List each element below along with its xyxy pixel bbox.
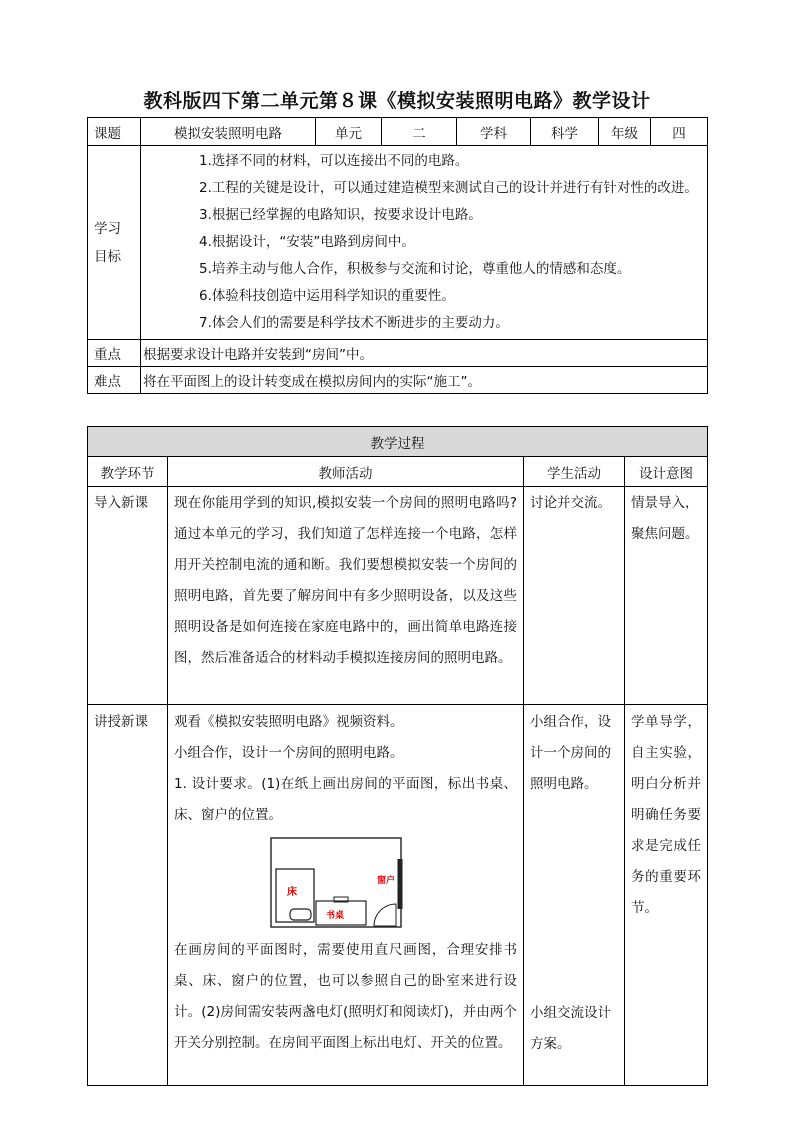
process-section-title: 教学过程 (88, 427, 708, 457)
unit-label: 单元 (316, 118, 382, 146)
goal-item: 7.体会人们的需要是科学技术不断进步的主要动力。 (199, 315, 509, 331)
goal-item: 1.选择不同的材料，可以连接出不同的电路。 (199, 153, 469, 169)
process-row-intro (88, 487, 708, 705)
subject-label: 学科 (457, 118, 531, 146)
room-floorplan (270, 837, 404, 929)
lecture-teacher-p4: 在画房间的平面图时，需要使用直尺画图，合理安排书桌、床、窗户的位置，也可以参照自己的卧室来进行设计。(2)房间需安装两盏电灯(照明灯和阅读灯)，并由两个开关分别控制。在房间平面图上标出电灯、开关的位置。 (174, 942, 517, 1051)
lecture-teacher-p2: 小组合作，设计一个房间的照明电路。 (174, 745, 404, 761)
info-row-difficulty (88, 367, 708, 394)
info-row-key (88, 340, 708, 367)
goals-label (88, 146, 141, 340)
grade-label: 年级 (599, 118, 651, 146)
pillow-outline (290, 909, 311, 920)
col-header-teacher: 教师活动 (168, 457, 524, 487)
unit-value: 二 (382, 118, 457, 146)
info-row-goals (88, 146, 708, 340)
lesson-value: 模拟安装照明电路 (141, 118, 316, 146)
goal-item: 4.根据设计，“安装”电路到房间中。 (199, 234, 415, 250)
difficulty-label: 难点 (88, 367, 141, 394)
door-swing (374, 904, 396, 926)
document-title: 教科版四下第二单元第８课《模拟安装照明电路》教学设计 (143, 90, 651, 112)
info-table (87, 117, 708, 394)
process-row-lecture (88, 705, 708, 1086)
desk-label: 书桌 (326, 911, 345, 921)
key-label: 重点 (88, 340, 141, 367)
lesson-label: 课题 (88, 118, 141, 146)
lecture-teacher (168, 705, 524, 1086)
lecture-student-a: 小组合作，设计一个房间的照明电路。 (530, 714, 611, 792)
lecture-student-b: 小组交流设计方案。 (530, 1005, 611, 1052)
process-section-row (88, 427, 708, 457)
goal-item: 5.培养主动与他人合作，积极参与交流和讨论，尊重他人的情感和态度。 (199, 261, 631, 277)
difficulty-value: 将在平面图上的设计转变成在模拟房间内的实际“施工”。 (141, 367, 708, 394)
lecture-teacher-p1: 观看《模拟安装照明电路》视频资料。 (174, 714, 404, 730)
goal-item: 6.体验科技创造中运用科学知识的重要性。 (199, 288, 455, 304)
lecture-student (524, 705, 625, 1086)
key-value: 根据要求设计电路并安装到“房间”中。 (141, 340, 708, 367)
intro-intent: 情景导入，聚焦问题。 (625, 487, 708, 705)
intro-student: 讨论并交流。 (524, 487, 625, 705)
process-table (87, 426, 708, 1086)
process-header-row (88, 457, 708, 487)
grade-value: 四 (651, 118, 708, 146)
col-header-student: 学生活动 (524, 457, 625, 487)
goal-item: 2.工程的关键是设计，可以通过建造模型来测试自己的设计并进行有针对性的改进。 (199, 180, 698, 196)
intro-stage: 导入新课 (88, 487, 168, 705)
col-header-intent: 设计意图 (625, 457, 708, 487)
subject-value: 科学 (531, 118, 599, 146)
lecture-intent: 学单导学，自主实验，明白分析并明确任务要求是完成任务的重要环节。 (625, 705, 708, 1086)
lecture-teacher-p3: 1. 设计要求。(1)在纸上画出房间的平面图，标出书桌、床、窗户的位置。 (174, 776, 517, 823)
col-header-stage: 教学环节 (88, 457, 168, 487)
lecture-stage: 讲授新课 (88, 705, 168, 1086)
goals-label-line1: 学习 (94, 220, 121, 237)
intro-teacher: 现在你能用学到的知识,模拟安装一个房间的照明电路吗?通过本单元的学习，我们知道了怎样连接一个电路，怎样用开关控制电流的通和断。我们要想模拟安装一个房间的照明电路，首先要了解房间中有多少照明设备，以及这些照明设备是如何连接在家庭电路中的，画出简单电路连接图，然后准备适合的材料动手模拟连接房间的照明电路。 (168, 487, 524, 705)
window-label: 窗户 (377, 876, 396, 886)
info-row-lesson (88, 118, 708, 146)
window-wall-mark (398, 859, 403, 909)
goals-list (141, 146, 708, 340)
bed-label: 床 (287, 887, 297, 898)
goals-label-line2: 目标 (94, 248, 121, 265)
goal-item: 3.根据已经掌握的电路知识，按要求设计电路。 (199, 207, 482, 223)
